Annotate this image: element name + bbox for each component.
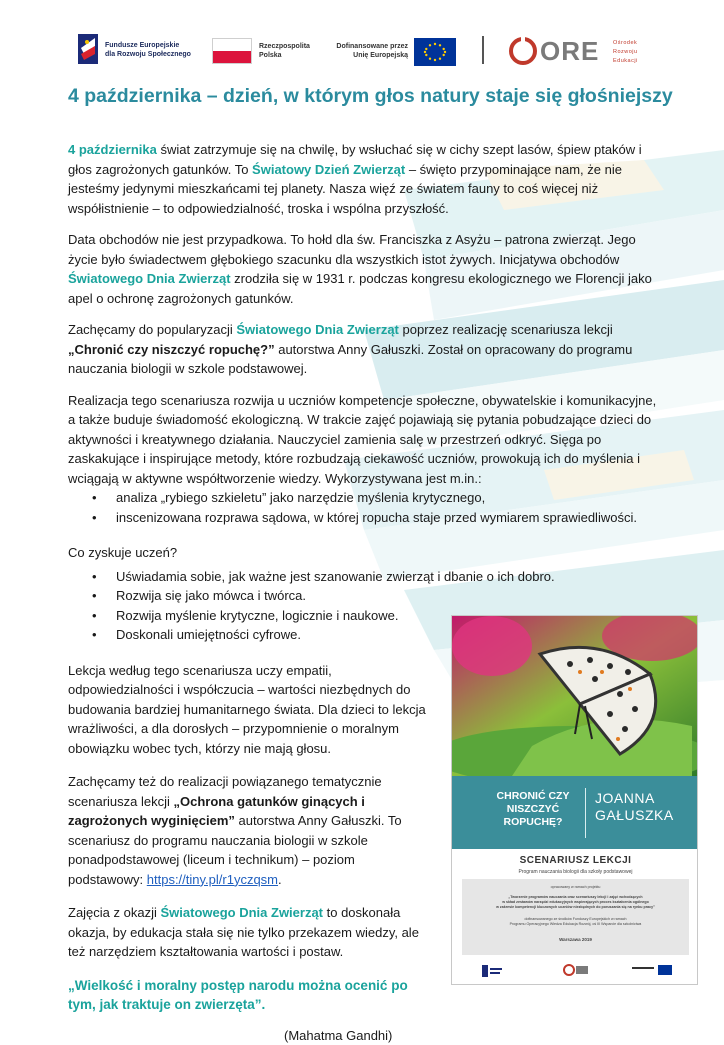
scenario-cover-image	[451, 615, 698, 985]
cover-title-band	[452, 776, 698, 849]
list-item: • analiza „rybiego szkieletu” jako narzędzie myślenia krytycznego,	[116, 488, 658, 508]
cover-lower	[452, 849, 698, 985]
fe-logo-text: Fundusze Europejskie dla Rozwoju Społecznego	[105, 41, 191, 59]
paragraph-scenario: Zachęcamy do popularyzacji Światowego Dnia Zwierząt poprzez realizację scenariusza lekcji „Chronić czy niszczyć ropuchę?” autorstwa Anny Gałuszki. Został on opracowany do programu nauczania biologii w szkole podstawowej.	[68, 320, 658, 379]
methods-list	[68, 488, 658, 527]
page-title: 4 października – dzień, w którym głos natury staje się głośniejszy	[68, 84, 668, 108]
cover-logos	[452, 957, 698, 985]
ore-logo-subtext: Ośrodek Rozwoju Edukacji	[613, 39, 638, 66]
cover-title: CHRONIĆ CZY NISZCZYĆ ROPUCHĘ?	[490, 790, 576, 829]
list-item: • Rozwija się jako mówca i twórca.	[116, 586, 658, 606]
list-item: • Rozwija myślenie krytyczne, logicznie i naukowe.	[116, 606, 658, 626]
list-item: • Uświadamia sobie, jak ważne jest szanowanie zwierząt i dbanie o ich dobro.	[116, 567, 658, 587]
cover-divider	[585, 788, 586, 838]
quote-author: (Mahatma Gandhi)	[284, 1026, 658, 1045]
paragraph-related-scenario: Zachęcamy też do realizacji powiązanego tematycznie scenariusza lekcji „Ochrona gatunków ginących i zagrożonych wyginięciem” autorstwa Anny Gałuszki. To scenariusz do programu nauczania biologii w szkole ponadpodstawowej (liceum i technikum) – poziom podstawowy: https://tiny.pl/r1yczqsm.	[68, 772, 428, 889]
eu-small-icon	[632, 965, 672, 977]
butterfly-photo	[452, 616, 698, 776]
ore-logo-text: ORE	[540, 36, 599, 66]
eu-logo-text: Dofinansowane przez Unię Europejską	[332, 42, 408, 60]
cover-author: JOANNA GAŁUSZKA	[595, 790, 674, 824]
gandhi-quote: „Wielkość i moralny postęp narodu można ocenić po tym, jak traktuje on zwierzęta”.	[68, 976, 428, 1014]
ore-mark-icon	[508, 36, 538, 66]
cover-info-box: opracowany w ramach projektu „Tworzenie programów nauczania oraz scenariuszy lekcji i zajęć wchodzących w skład zestawów narzędzi edukacyjnych wspierających proces kształcenia ogólnego w zakresie kompetencji kluczowych uczniów niezbędnych do poruszania się na rynku pracy” dofinansowanego ze środków Funduszy Europejskich w ramach Programu Operacyjnego Wiedza Edukacja Rozwój, oś III Wsparcie dla szkolnictwa Warszawa 2019	[462, 879, 689, 955]
cover-subheading: Program nauczania biologii dla szkoły podstawowej	[452, 869, 698, 875]
paragraph-methods: Realizacja tego scenariusza rozwija u uczniów kompetencje społeczne, obywatelskie i komunikacyjne, a także buduje świadomość ekologiczną. W trakcie zajęć pojawiają się pytania pobudzające dzieci do aktywności i kreatywnego działania. Nauczyciel zamienia salę w przestrzeń odkryć. Sięga po zaskakujące i inspirujące metody, które rozbudzają ciekawość uczniów, prowokują ich do myślenia i wciągają w aktywne współtworzenie wiedzy. Wykorzystywana jest m.in.:	[68, 391, 658, 489]
fe-small-icon	[482, 965, 502, 977]
eu-flag-icon	[414, 38, 456, 66]
paragraph-empathy: Lekcja według tego scenariusza uczy empatii, odpowiedzialności i współczucia – wartości niezbędnych do budowania bardziej humanitarnego świata. Dla dzieci to lekcja wrażliwości, a dla dorosłych – przypomnienie o moralnym obowiązku wobec tych, którzy nie mają głosu.	[68, 661, 428, 759]
paragraph-intro: 4 października świat zatrzymuje się na chwilę, by wsłuchać się w cichy szept lasów, śpiew ptaków i głos zagrożonych gatunków. To Światowy Dzień Zwierząt – święto przypominające nam, że nie jesteśmy jedynymi mieszkańcami tej planety. Nasza więź ze światem fauny to coś więcej niż współistnienie – to odpowiedzialność, troska i wspólna przyszłość.	[68, 140, 658, 218]
fe-flag-icon	[78, 34, 98, 64]
logo-separator	[482, 36, 484, 64]
list-item: • Doskonali umiejętności cyfrowe.	[116, 625, 658, 645]
pl-logo-text: Rzeczpospolita Polska	[259, 42, 310, 60]
list-item: • inscenizowana rozprawa sądowa, w której ropucha staje przed wymiarem sprawiedliwości.	[116, 508, 658, 528]
poland-flag-icon	[212, 38, 252, 64]
ore-small-icon	[562, 963, 590, 977]
scenario-link[interactable]: https://tiny.pl/r1yczqsm	[147, 872, 278, 887]
logo-bar	[0, 0, 724, 90]
paragraph-history: Data obchodów nie jest przypadkowa. To hołd dla św. Franciszka z Asyżu – patrona zwierząt. Jego życie było świadectwem głębokiego szacunku dla wszystkich istot żywych. Inicjatywa obchodów Światowego Dnia Zwierząt zrodziła się w 1931 r. podczas kongresu ekologicznego we Florencji jako apel o ochronę zagrożonych gatunków.	[68, 230, 658, 308]
paragraph-closing: Zajęcia z okazji Światowego Dnia Zwierząt to doskonała okazja, by edukacja stała się nie tylko przekazem wiedzy, ale też narzędziem kształtowania wartości i postaw.	[68, 903, 428, 962]
question-heading: Co zyskuje uczeń?	[68, 543, 658, 563]
cover-heading: SCENARIUSZ LEKCJI	[452, 855, 698, 866]
